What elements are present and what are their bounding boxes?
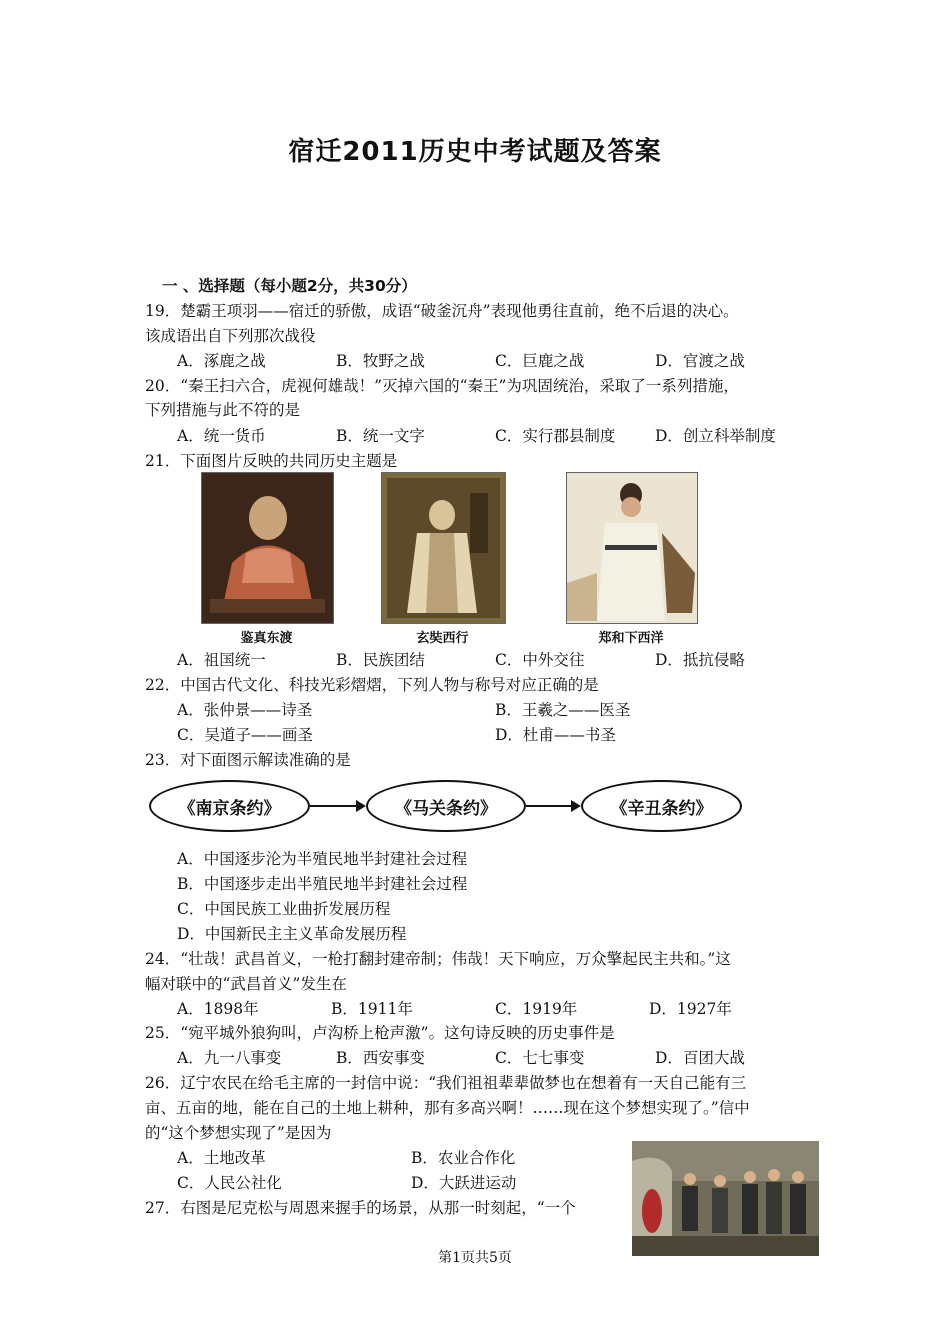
- zhenghe-painting-image: [566, 472, 698, 624]
- q22-stem-line1: 22．中国古代文化、科技光彩熠熠，下列人物与称号对应正确的是: [145, 676, 599, 694]
- q24-option-b: B．1911年: [331, 1000, 413, 1018]
- q25-option-c: C．七七事变: [495, 1049, 585, 1067]
- section-heading: 一 、选择题（每小题2分，共30分）: [162, 277, 417, 295]
- q22-option-c: C．吴道子——画圣: [177, 726, 313, 744]
- q23-option-c: C．中国民族工业曲折发展历程: [177, 900, 391, 918]
- arrow-2: [526, 805, 579, 807]
- q25-option-b: B．西安事变: [336, 1049, 425, 1067]
- q21-option-c: C．中外交往: [495, 651, 585, 669]
- q26-option-b: B．农业合作化: [411, 1149, 516, 1167]
- q19-option-c: C．巨鹿之战: [495, 352, 585, 370]
- caption-zhenghe: 郑和下西洋: [598, 631, 664, 646]
- q26-option-a: A．土地改革: [177, 1149, 266, 1167]
- q27-stem-line1: 27．右图是尼克松与周恩来握手的场景，从那一时刻起，“一个: [145, 1199, 576, 1217]
- q25-option-a: A．九一八事变: [177, 1049, 282, 1067]
- q21-option-d: D．抵抗侵略: [655, 651, 745, 669]
- q26-option-d: D．大跃进运动: [411, 1174, 517, 1192]
- q23-option-b: B．中国逐步走出半殖民地半封建社会过程: [177, 875, 468, 893]
- q20-option-d: D．创立科举制度: [655, 427, 776, 445]
- q23-option-d: D．中国新民主主义革命发展历程: [177, 925, 407, 943]
- q26-option-c: C．人民公社化: [177, 1174, 282, 1192]
- q24-option-a: A．1898年: [177, 1000, 259, 1018]
- q19-stem-line1: 19．楚霸王项羽——宿迁的骄傲，成语“破釜沉舟”表现他勇往直前，绝不后退的决心。: [145, 302, 739, 320]
- q22-option-b: B．王羲之——医圣: [495, 701, 631, 719]
- q23-stem-line1: 23．对下面图示解读准确的是: [145, 751, 351, 769]
- nixon-zhou-handshake-image: [632, 1141, 819, 1256]
- q22-option-a: A．张仲景——诗圣: [177, 701, 313, 719]
- q24-stem-line1: 24．“壮哉！武昌首义，一枪打翻封建帝制；伟哉！天下响应，万众擎起民主共和。”这: [145, 950, 731, 968]
- q21-option-a: A．祖国统一: [177, 651, 266, 669]
- q20-option-a: A．统一货币: [177, 427, 266, 445]
- q21-option-b: B．民族团结: [336, 651, 425, 669]
- q19-option-a: A．涿鹿之战: [177, 352, 266, 370]
- q25-option-d: D．百团大战: [655, 1049, 745, 1067]
- q20-stem-line1: 20．“秦王扫六合，虎视何雄哉！”灭掉六国的“秦王”为巩固统治，采取了一系列措施，: [145, 377, 739, 395]
- q20-option-c: C．实行郡县制度: [495, 427, 616, 445]
- q24-option-d: D．1927年: [649, 1000, 732, 1018]
- q19-option-d: D．官渡之战: [655, 352, 745, 370]
- q19-stem-line2: 该成语出自下列那次战役: [145, 327, 316, 345]
- q26-stem-line1: 26．辽宁农民在给毛主席的一封信中说：“我们祖祖辈辈做梦也在想着有一天自己能有三: [145, 1074, 747, 1092]
- q22-option-d: D．杜甫——书圣: [495, 726, 616, 744]
- jianzhen-statue-image: [201, 472, 334, 624]
- q20-option-b: B．统一文字: [336, 427, 425, 445]
- q26-stem-line2: 亩、五亩的地，能在自己的土地上耕种，那有多高兴啊！……现在这个梦想实现了。”信中: [145, 1099, 750, 1117]
- q23-option-a: A．中国逐步沦为半殖民地半封建社会过程: [177, 850, 468, 868]
- q24-option-c: C．1919年: [495, 1000, 578, 1018]
- q21-stem-line1: 21．下面图片反映的共同历史主题是: [145, 452, 398, 470]
- arrow-1: [310, 805, 364, 807]
- page-footer: 第1页共5页: [438, 1250, 512, 1266]
- xuanzang-painting-image: [381, 472, 506, 624]
- q20-stem-line2: 下列措施与此不符的是: [145, 401, 301, 419]
- treaty-xinchou-node: 《辛丑条约》: [581, 780, 742, 832]
- q25-stem-line1: 25．“宛平城外狼狗叫，卢沟桥上枪声激”。这句诗反映的历史事件是: [145, 1024, 615, 1042]
- q19-option-b: B．牧野之战: [336, 352, 425, 370]
- caption-xuanzang: 玄奘西行: [416, 631, 469, 646]
- treaty-nanjing-node: 《南京条约》: [149, 780, 310, 832]
- caption-jianzhen: 鉴真东渡: [240, 631, 293, 646]
- q24-stem-line2: 幅对联中的“武昌首义”发生在: [145, 975, 347, 993]
- treaty-maguan-node: 《马关条约》: [366, 780, 526, 832]
- q26-stem-line3: 的“这个梦想实现了”是因为: [145, 1124, 332, 1142]
- page-title: 宿迁2011历史中考试题及答案: [288, 137, 662, 167]
